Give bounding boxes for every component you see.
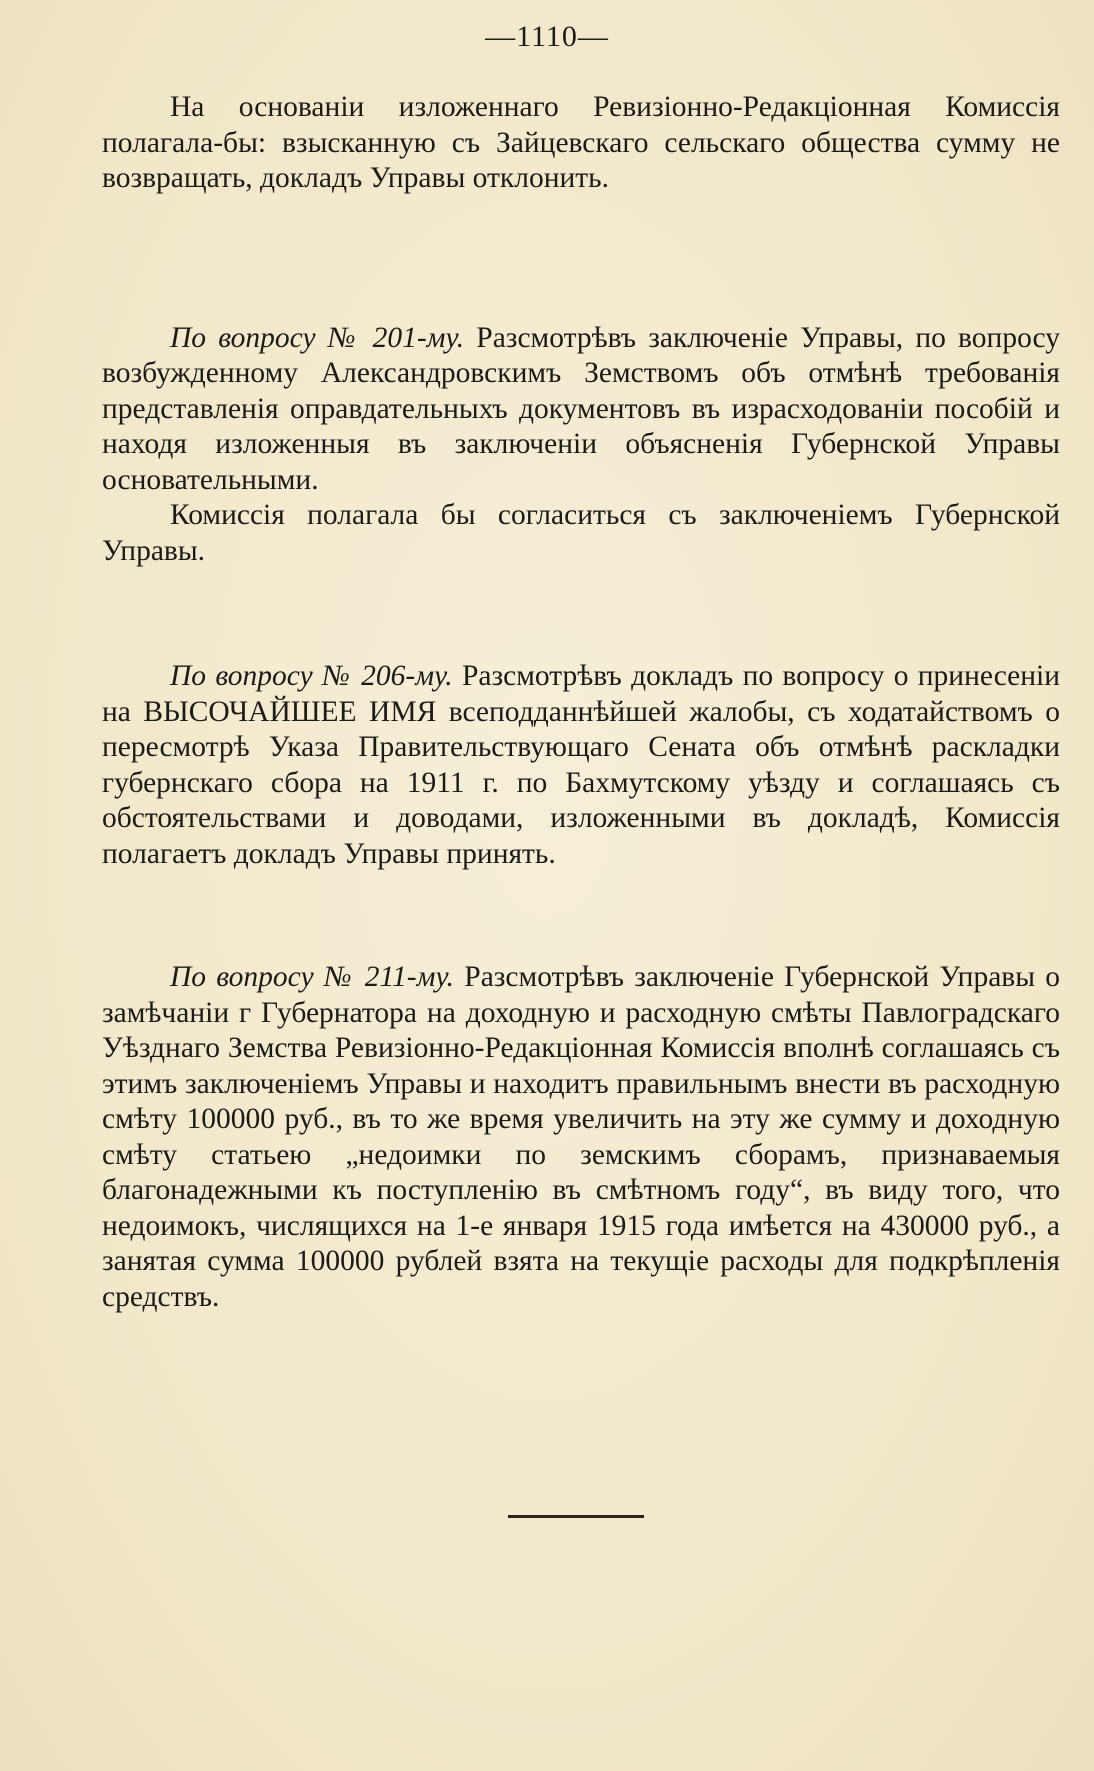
section-211-heading: По вопросу № 211-му. [170,961,455,993]
page-number: —1110— [485,20,609,53]
document-body [102,90,1060,1315]
section-211-text: Разсмотрѣвъ заключенiе Губернской Управы о замѣчанiи г Губернатора на доходную и расходную смѣты Павлоградскаго Уѣзднаго Земства Ревизiонно-Редакцiонная Комиссiя вполнѣ соглашаясь съ этимъ заключенiемъ Управы и находитъ правильнымъ внести въ расходную смѣту 100000 руб., въ то же время увеличить на эту же сумму и доходную смѣту статьею „недоимки по земскимъ сборамъ, признаваемыя благонадежными къ поступленiю въ смѣтномъ году“, въ виду того, что недоимокъ, числящихся на 1-е января 1915 года имѣется на 430000 руб., а занятая сумма 100000 рублей взята на текущiе расходы для подкрѣпленiя средствъ. [102,961,1061,1313]
intro-paragraph: На основанiи изложеннаго Ревизiонно-Редакцiонная Комиссiя полагала-бы: взысканную съ Зайцевскаго сельскаго общества сумму не возвращать, докладъ Управы отклонить. [102,91,1060,194]
section-201-continuation: Комиссiя полагала бы согласиться съ заключенiемъ Губернской Управы. [102,499,1060,567]
spacer [102,197,1060,321]
section-201-text: Разсмотрѣвъ заключенiе Управы, по вопросу возбужденному Александровскимъ Земствомъ объ отмѣнѣ требованiя представленiя оправдательныхъ документовъ въ израсходованiи пособiй и находя изложенныя въ заключенiи объясненiя Губернской Управы основательными. [102,321,1061,496]
section-201-paragraph [102,321,1060,499]
section-201-heading: По вопросу № 201-му. [170,321,465,354]
section-206-text: Разсмотрѣвъ докладъ по вопросу о принесенiи на ВЫСОЧАЙШЕЕ ИМЯ всеподданнѣйшей жалобы, съ ходатайствомъ о пересмотрѣ Указа Правительствующаго Сената объ отмѣнѣ раскладки губернскаго сбора на 1911 г. по Бахмутскому уѣзду и соглашаясь съ обстоятельствами и доводами, изложенными въ докладѣ, Комиссiя полагаетъ докладъ Управы принять. [102,660,1061,870]
section-206-paragraph [102,659,1060,872]
spacer [102,569,1060,659]
section-211-paragraph [102,960,1060,1315]
end-rule [508,1515,644,1518]
spacer [102,872,1060,960]
section-206-heading: По вопросу № 206-му. [170,660,453,692]
